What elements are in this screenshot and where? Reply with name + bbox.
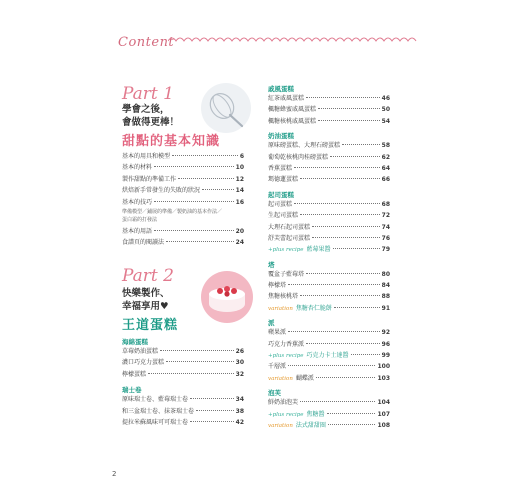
- toc-row-variation[interactable]: variation 蝴蝶派 103: [268, 374, 390, 382]
- category-heading: 泡芙: [268, 389, 281, 398]
- toc-row[interactable]: 起司蛋糕 68: [268, 200, 390, 208]
- toc-row-variation[interactable]: variation 焦糖杏仁脆餅 91: [268, 304, 390, 312]
- toc-row[interactable]: 楓糖蜂蜜戚風蛋糕 50: [268, 106, 390, 114]
- toc-row[interactable]: 巧克力香蕉派 96: [268, 340, 390, 348]
- contents-heading: Content: [118, 35, 175, 50]
- toc-row[interactable]: 焦糖核桃塔 88: [268, 293, 390, 301]
- toc-row[interactable]: 紅茶戚風蛋糕 46: [268, 95, 390, 102]
- part1-subtitle: [122, 103, 179, 129]
- toc-row[interactable]: 葡萄乾核桃肉桂磅蛋糕 62: [268, 153, 390, 161]
- toc-row[interactable]: 檸檬蛋糕 32: [122, 370, 244, 378]
- toc-row[interactable]: 基本的材料 10: [122, 164, 244, 172]
- part2-subtitle: [122, 287, 170, 313]
- part2-label: Part 2: [122, 266, 174, 286]
- toc-note: [122, 208, 244, 224]
- part2-toc: [122, 337, 244, 428]
- plus-recipe-badge: +plus recipe: [268, 247, 304, 254]
- toc-row[interactable]: 蘋果派 92: [268, 329, 390, 337]
- category-heading: 奶油蛋糕: [268, 132, 294, 141]
- plus-recipe-badge: +plus recipe: [268, 353, 304, 360]
- right-toc: [268, 84, 390, 431]
- whisk-photo: [200, 82, 252, 134]
- toc-row[interactable]: 覆盆子藍莓塔 80: [268, 270, 390, 278]
- part1-toc: [122, 151, 244, 249]
- toc-note-line1: 準備模型／鋪展的準備／製奶油的基本作法／: [122, 208, 223, 215]
- toc-note-line2: 蛋白霜的打發法: [122, 216, 158, 223]
- toc-row[interactable]: 濃口巧克力蛋糕 30: [122, 359, 244, 367]
- toc-row[interactable]: 原味瑞士卷、藍莓瑞士卷 34: [122, 396, 244, 404]
- toc-row[interactable]: 烘焙新手常發生的失敗的狀況 14: [122, 187, 244, 195]
- part1-sub-line1: 學會之後，: [122, 104, 170, 115]
- variation-badge: variation: [268, 305, 293, 312]
- variation-badge: variation: [268, 422, 293, 429]
- toc-row[interactable]: 提拉米蘇風味可可瑞士卷 42: [122, 418, 244, 426]
- toc-row[interactable]: 基本的用語 20: [122, 227, 244, 235]
- part2-sub-line2: 幸福享用♥: [122, 301, 169, 312]
- category-heading: 塔: [268, 260, 275, 269]
- toc-row-plus-recipe[interactable]: +plus recipe 藍莓果醬 79: [268, 246, 390, 254]
- page-number: 2: [112, 470, 117, 478]
- category-heading: 瑞士卷: [122, 386, 142, 395]
- toc-row-plus-recipe[interactable]: +plus recipe 焦糖醬 107: [268, 410, 390, 418]
- category-heading: 海綿蛋糕: [122, 338, 148, 346]
- part2-sub-line1: 快樂製作、: [122, 288, 170, 299]
- toc-row[interactable]: 鮮奶油泡芙 104: [268, 399, 390, 407]
- toc-row[interactable]: 大理石起司蛋糕 74: [268, 223, 390, 231]
- plus-recipe-badge: +plus recipe: [268, 411, 304, 418]
- part1-title: 甜點的基本知識: [122, 134, 221, 149]
- toc-row[interactable]: 檸檬塔 84: [268, 282, 390, 290]
- category-heading: 戚風蛋糕: [268, 85, 294, 93]
- part1-label: Part 1: [122, 84, 174, 104]
- toc-row-variation[interactable]: variation 法式甜甜圈 108: [268, 421, 390, 429]
- toc-row[interactable]: 製作甜點的準備工作 12: [122, 175, 244, 183]
- toc-row[interactable]: 生起司蛋糕 72: [268, 212, 390, 220]
- part2-title: 王道蛋糕: [122, 318, 179, 333]
- toc-row[interactable]: 楓糖核桃戚風蛋糕 54: [268, 117, 390, 125]
- toc-row[interactable]: 香蕉蛋糕 64: [268, 164, 390, 172]
- category-heading: 起司蛋糕: [268, 190, 294, 199]
- part1-sub-line2: 會做得更棒！: [122, 117, 180, 128]
- toc-row[interactable]: 舒芙蕾起司蛋糕 76: [268, 234, 390, 242]
- toc-row-plus-recipe[interactable]: +plus recipe 巧克力卡士達醬 99: [268, 352, 390, 360]
- toc-row[interactable]: 和三盆瑞士卷、抹茶瑞士卷 38: [122, 407, 244, 415]
- toc-row[interactable]: 食譜頁的閱讀法 24: [122, 239, 244, 247]
- toc-row[interactable]: 瑪德蓮蛋糕 66: [268, 176, 390, 184]
- category-heading: 派: [268, 319, 275, 328]
- toc-row[interactable]: 原味磅蛋糕、大理石磅蛋糕 58: [268, 142, 390, 150]
- toc-row[interactable]: 千層派 100: [268, 363, 390, 371]
- variation-badge: variation: [268, 375, 293, 382]
- toc-row[interactable]: 基本的用具和模型 6: [122, 153, 244, 160]
- scallop-decoration: [168, 36, 418, 46]
- strawberry-cake-photo: [200, 270, 254, 324]
- toc-row[interactable]: 草莓奶油蛋糕 26: [122, 348, 244, 355]
- toc-row[interactable]: 基本的技巧 16: [122, 198, 244, 206]
